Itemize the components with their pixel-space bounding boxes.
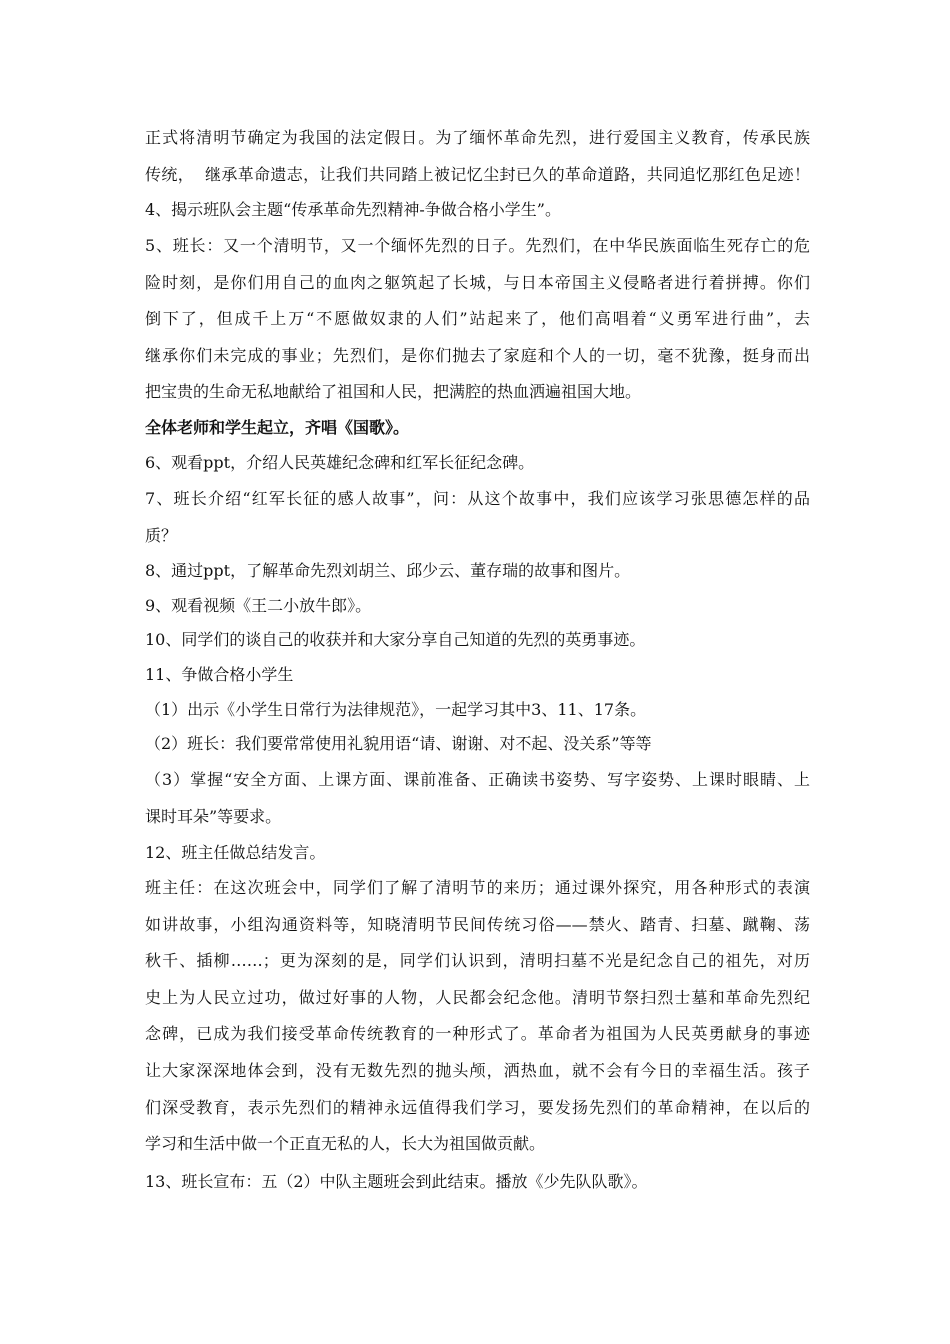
item-11-3	[145, 762, 810, 835]
text-line: （2）班长：我们要常常使用礼貌用语“请、谢谢、对不起、没关系”等等	[145, 734, 652, 753]
anthem-line	[145, 411, 810, 446]
text-line: 正式将清明节确定为我国的法定假日。为了缅怀革命先烈，进行爱国主义教育，传承民族	[145, 128, 810, 147]
text-line: 8、通过ppt，了解革命先烈刘胡兰、邱少云、董存瑞的故事和图片。	[145, 561, 631, 580]
text-line: 们深受教育，表示先烈们的精神永远值得我们学习，要发扬先烈们的革命精神，在以后的	[145, 1097, 810, 1117]
text-line: 10、同学们的谈自己的收获并和大家分享自己知道的先烈的英勇事迹。	[145, 630, 646, 649]
text-line: 继承你们未完成的事业；先烈们，是你们抛去了家庭和个人的一切，毫不犹豫，挺身而出	[145, 345, 810, 365]
text-line: 质？	[145, 525, 178, 545]
text-line: 班主任：在这次班会中，同学们了解了清明节的来历；通过课外探究，用各种形式的表演	[145, 878, 810, 897]
text-line: 把宝贵的生命无私地献给了祖国和人民，把满腔的热血洒遍祖国大地。	[145, 382, 642, 402]
item-9	[145, 589, 810, 624]
text-line: 课时耳朵”等要求。	[145, 806, 282, 826]
text-line: 5、班长：又一个清明节，又一个缅怀先烈的日子。先烈们，在中华民族面临生死存亡的危	[145, 236, 810, 255]
item-10	[145, 623, 810, 658]
item-6	[145, 446, 810, 481]
text-line: 学习和生活中做一个正直无私的人，长大为祖国做贡献。	[145, 1134, 546, 1154]
summary-paragraph	[145, 870, 810, 1163]
item-11	[145, 658, 810, 693]
text-line: 让大家深深地体会到，没有无数先烈的抛头颅，洒热血，就不会有今日的幸福生活。孩子	[145, 1060, 810, 1080]
item-8	[145, 554, 810, 589]
text-line: 倒下了，但成千上万“不愿做奴隶的人们”站起来了，他们高唱着“义勇军进行曲”，去	[145, 309, 810, 329]
text-line: 6、观看ppt，介绍人民英雄纪念碑和红军长征纪念碑。	[145, 453, 535, 472]
text-line: 传统， 继承革命遗志，让我们共同踏上被记忆尘封已久的革命道路，共同追忆那红色足迹！	[145, 164, 810, 184]
item-13	[145, 1165, 810, 1200]
text-line: 史上为人民立过功，做过好事的人物，人民都会纪念他。清明节祭扫烈士墓和革命先烈纪	[145, 987, 810, 1007]
text-line: 9、观看视频《王二小放牛郎》。	[145, 596, 372, 615]
text-line: 念碑，已成为我们接受革命传统教育的一种形式了。革命者为祖国为人民英勇献身的事迹	[145, 1024, 810, 1044]
intro-paragraph	[145, 120, 810, 193]
text-line: 秋千、插柳……；更为深刻的是，同学们认识到，清明扫墓不光是纪念自己的祖先，对历	[145, 951, 810, 971]
item-12	[145, 836, 810, 871]
item-11-1	[145, 693, 810, 728]
text-line: （3）掌握“安全方面、上课方面、课前准备、正确读书姿势、写字姿势、上课时眼睛、上	[145, 770, 810, 789]
text-line: 12、班主任做总结发言。	[145, 843, 326, 862]
item-5	[145, 228, 810, 411]
text-line: 4、揭示班队会主题“传承革命先烈精神-争做合格小学生”。	[145, 200, 561, 219]
text-line: 全体老师和学生起立，齐唱《国歌》。	[145, 418, 410, 437]
item-7	[145, 481, 810, 554]
text-line: 11、争做合格小学生	[145, 665, 294, 684]
text-line: 如讲故事，小组沟通资料等，知晓清明节民间传统习俗——禁火、踏青、扫墓、蹴鞠、荡	[145, 914, 810, 934]
text-line: 险时刻，是你们用自己的血肉之躯筑起了长城，与日本帝国主义侵略者进行着拼搏。你们	[145, 272, 810, 292]
text-line: 7、班长介绍“红军长征的感人故事”，问：从这个故事中，我们应该学习张思德怎样的品	[145, 489, 810, 508]
item-11-2	[145, 727, 810, 762]
text-line: （1）出示《小学生日常行为法律规范》，一起学习其中3、11、17条。	[145, 700, 647, 719]
text-line: 13、班长宣布：五（2）中队主题班会到此结束。播放《少先队队歌》。	[145, 1172, 648, 1191]
item-4	[145, 193, 810, 228]
